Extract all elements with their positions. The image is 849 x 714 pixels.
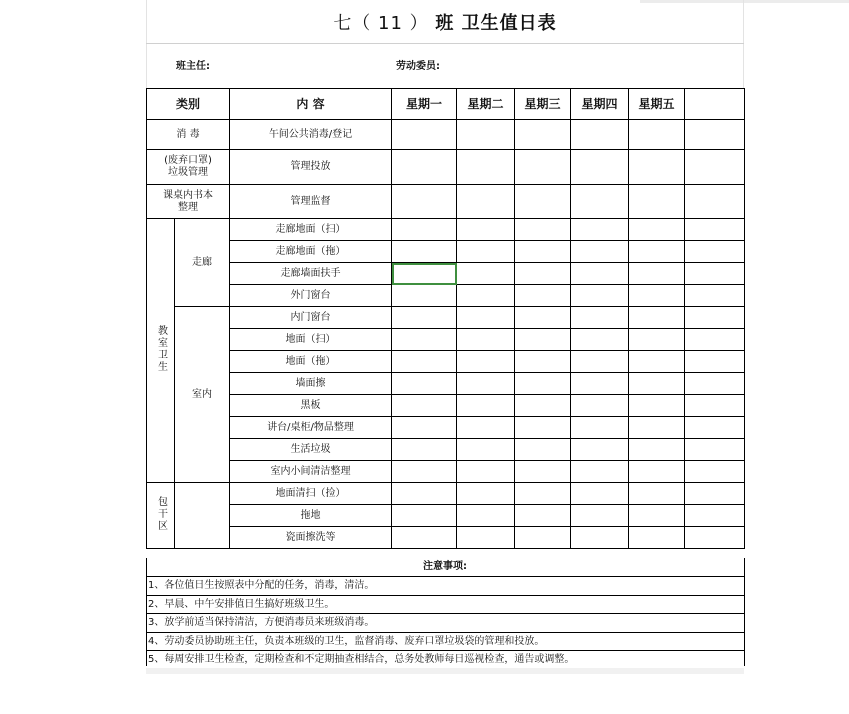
day-cell[interactable] (515, 241, 571, 263)
day-cell[interactable] (685, 150, 745, 185)
day-cell[interactable] (629, 505, 685, 527)
header-row (147, 89, 745, 120)
day-cell[interactable] (392, 219, 457, 241)
note-item[interactable]: 3、放学前适当保持清洁，方便消毒员来班级消毒。 (146, 614, 744, 633)
header-category[interactable]: 类别 (147, 89, 230, 120)
day-cell[interactable] (515, 185, 571, 219)
table-row (147, 329, 745, 351)
day-cell[interactable] (571, 527, 629, 549)
notes-section (146, 558, 744, 670)
day-cell[interactable] (392, 351, 457, 373)
day-cell[interactable] (571, 395, 629, 417)
day-cell[interactable] (629, 241, 685, 263)
content-cell[interactable]: 地面清扫（捡） (230, 483, 392, 505)
day-cell[interactable] (392, 461, 457, 483)
table-row (147, 120, 745, 150)
day-cell[interactable] (571, 461, 629, 483)
day-cell[interactable] (457, 241, 515, 263)
day-cell[interactable] (392, 285, 457, 307)
header-thursday[interactable]: 星期四 (571, 89, 629, 120)
day-cell[interactable] (457, 351, 515, 373)
selected-cell[interactable] (392, 263, 457, 285)
day-cell[interactable] (392, 527, 457, 549)
day-cell[interactable] (571, 185, 629, 219)
content-cell[interactable]: 走廊地面（拖） (230, 241, 392, 263)
page-title (146, 6, 744, 42)
day-cell[interactable] (685, 395, 745, 417)
day-cell[interactable] (571, 285, 629, 307)
day-cell[interactable] (457, 185, 515, 219)
day-cell[interactable] (457, 150, 515, 185)
day-cell[interactable] (571, 351, 629, 373)
content-cell[interactable]: 管理监督 (230, 185, 392, 219)
content-cell[interactable]: 管理投放 (230, 150, 392, 185)
labor-monitor-label: 劳动委员: (396, 61, 440, 72)
title-text: 班 卫生值日表 (435, 13, 557, 34)
table-row (147, 527, 745, 549)
content-cell[interactable]: 内门窗台 (230, 307, 392, 329)
table-row (147, 185, 745, 219)
day-cell[interactable] (457, 263, 515, 285)
day-cell[interactable] (629, 461, 685, 483)
header-empty[interactable] (685, 89, 745, 120)
day-cell[interactable] (515, 439, 571, 461)
content-cell[interactable]: 生活垃圾 (230, 439, 392, 461)
day-cell[interactable] (629, 150, 685, 185)
day-cell[interactable] (457, 417, 515, 439)
table-row (147, 307, 745, 329)
content-cell[interactable]: 拖地 (230, 505, 392, 527)
day-cell[interactable] (515, 417, 571, 439)
day-cell[interactable] (392, 439, 457, 461)
day-cell[interactable] (457, 395, 515, 417)
table-row (147, 285, 745, 307)
day-cell[interactable] (457, 527, 515, 549)
day-cell[interactable] (515, 483, 571, 505)
day-cell[interactable] (685, 120, 745, 150)
day-cell[interactable] (392, 185, 457, 219)
day-cell[interactable] (392, 307, 457, 329)
table-row (147, 351, 745, 373)
day-cell[interactable] (515, 307, 571, 329)
classroom-category-cell[interactable] (147, 219, 175, 483)
notes-title[interactable]: 注意事项: (146, 558, 744, 577)
day-cell[interactable] (571, 263, 629, 285)
header-wednesday[interactable]: 星期三 (515, 89, 571, 120)
table-row (147, 439, 745, 461)
day-cell[interactable] (515, 373, 571, 395)
day-cell[interactable] (571, 373, 629, 395)
day-cell[interactable] (515, 395, 571, 417)
day-cell[interactable] (457, 120, 515, 150)
content-cell[interactable]: 午间公共消毒/登记 (230, 120, 392, 150)
day-cell[interactable] (629, 483, 685, 505)
title-divider (146, 43, 744, 44)
day-cell[interactable] (629, 439, 685, 461)
day-cell[interactable] (457, 307, 515, 329)
content-cell[interactable]: 讲台/桌柜/物品整理 (230, 417, 392, 439)
category-line: 整理 (178, 201, 198, 213)
head-teacher-label: 班主任: (176, 61, 210, 72)
indoor-subcategory-cell[interactable]: 室内 (175, 307, 230, 483)
note-item[interactable]: 4、劳动委员协助班主任，负责本班级的卫生，监督消毒、废弃口罩垃圾袋的管理和投放。 (146, 633, 744, 652)
day-cell[interactable] (629, 120, 685, 150)
content-cell[interactable]: 外门窗台 (230, 285, 392, 307)
day-cell[interactable] (515, 285, 571, 307)
day-cell[interactable] (629, 373, 685, 395)
day-cell[interactable] (571, 307, 629, 329)
table-row (147, 241, 745, 263)
content-cell[interactable]: 走廊地面（扫） (230, 219, 392, 241)
day-cell[interactable] (392, 373, 457, 395)
day-cell[interactable] (457, 219, 515, 241)
day-cell[interactable] (515, 219, 571, 241)
table-row (147, 373, 745, 395)
note-item[interactable]: 1、各位值日生按照表中分配的任务，消毒，清洁。 (146, 577, 744, 596)
day-cell[interactable] (685, 241, 745, 263)
table-row (147, 219, 745, 241)
day-cell[interactable] (392, 417, 457, 439)
day-cell[interactable] (571, 483, 629, 505)
content-cell[interactable]: 地面（拖） (230, 351, 392, 373)
area-category-cell[interactable] (147, 483, 175, 549)
content-cell[interactable]: 黑板 (230, 395, 392, 417)
content-cell[interactable]: 地面（扫） (230, 329, 392, 351)
day-cell[interactable] (392, 150, 457, 185)
day-cell[interactable] (685, 373, 745, 395)
top-gridline (640, 0, 849, 3)
day-cell[interactable] (685, 307, 745, 329)
day-cell[interactable] (392, 483, 457, 505)
day-cell[interactable] (629, 351, 685, 373)
day-cell[interactable] (392, 395, 457, 417)
day-cell[interactable] (685, 285, 745, 307)
day-cell[interactable] (515, 150, 571, 185)
table-row (147, 395, 745, 417)
table-row (147, 483, 745, 505)
note-item[interactable]: 2、早晨、中午安排值日生搞好班级卫生。 (146, 596, 744, 615)
day-cell[interactable] (457, 483, 515, 505)
day-cell[interactable] (629, 285, 685, 307)
day-cell[interactable] (685, 527, 745, 549)
day-cell[interactable] (515, 120, 571, 150)
day-cell[interactable] (571, 120, 629, 150)
day-cell[interactable] (629, 263, 685, 285)
header-monday[interactable]: 星期一 (392, 89, 457, 120)
sheet-bottom-strip (146, 668, 744, 674)
day-cell[interactable] (571, 417, 629, 439)
classroom-label: 教室卫生 (155, 324, 167, 373)
day-cell[interactable] (629, 329, 685, 351)
header-content[interactable]: 内 容 (230, 89, 392, 120)
content-cell[interactable]: 瓷面擦洗等 (230, 527, 392, 549)
table-row (147, 505, 745, 527)
note-item[interactable]: 5、每周安排卫生检查，定期检查和不定期抽查相结合，总务处教师每日巡视检查，通告或调整。 (146, 651, 744, 670)
day-cell[interactable] (629, 219, 685, 241)
day-cell[interactable] (571, 241, 629, 263)
content-cell[interactable]: 室内小间清洁整理 (230, 461, 392, 483)
corridor-subcategory-cell[interactable]: 走廊 (175, 219, 230, 307)
day-cell[interactable] (685, 461, 745, 483)
day-cell[interactable] (457, 285, 515, 307)
category-cell[interactable] (147, 150, 230, 185)
day-cell[interactable] (685, 219, 745, 241)
table-row (147, 417, 745, 439)
day-cell[interactable] (457, 505, 515, 527)
day-cell[interactable] (571, 219, 629, 241)
day-cell[interactable] (685, 505, 745, 527)
day-cell[interactable] (685, 263, 745, 285)
table-row (147, 461, 745, 483)
content-cell[interactable]: 墙面擦 (230, 373, 392, 395)
day-cell[interactable] (571, 439, 629, 461)
day-cell[interactable] (685, 439, 745, 461)
day-cell[interactable] (629, 417, 685, 439)
day-cell[interactable] (515, 527, 571, 549)
day-cell[interactable] (457, 439, 515, 461)
day-cell[interactable] (685, 351, 745, 373)
duty-table (146, 88, 745, 549)
day-cell[interactable] (629, 185, 685, 219)
day-cell[interactable] (685, 329, 745, 351)
content-cell[interactable]: 走廊墙面扶手 (230, 263, 392, 285)
day-cell[interactable] (392, 505, 457, 527)
table-row (147, 263, 745, 285)
day-cell[interactable] (392, 241, 457, 263)
category-cell[interactable] (147, 185, 230, 219)
day-cell[interactable] (685, 483, 745, 505)
day-cell[interactable] (392, 120, 457, 150)
day-cell[interactable] (457, 461, 515, 483)
area-label: 包干区 (155, 495, 167, 532)
header-friday[interactable]: 星期五 (629, 89, 685, 120)
category-cell[interactable]: 消 毒 (147, 120, 230, 150)
day-cell[interactable] (515, 461, 571, 483)
day-cell[interactable] (515, 505, 571, 527)
title-class-number: 七（ 11 ） (333, 13, 429, 34)
day-cell[interactable] (629, 395, 685, 417)
day-cell[interactable] (515, 329, 571, 351)
day-cell[interactable] (685, 185, 745, 219)
category-line: 垃圾管理 (168, 167, 208, 178)
day-cell[interactable] (392, 329, 457, 351)
day-cell[interactable] (629, 527, 685, 549)
header-tuesday[interactable]: 星期二 (457, 89, 515, 120)
category-line: 课桌内书本 (163, 189, 213, 201)
day-cell[interactable] (457, 373, 515, 395)
day-cell[interactable] (571, 329, 629, 351)
day-cell[interactable] (515, 351, 571, 373)
area-subcategory-cell[interactable] (175, 483, 230, 549)
day-cell[interactable] (515, 263, 571, 285)
day-cell[interactable] (685, 417, 745, 439)
table-row (147, 150, 745, 185)
day-cell[interactable] (629, 307, 685, 329)
day-cell[interactable] (457, 329, 515, 351)
day-cell[interactable] (571, 150, 629, 185)
category-line: (废弃口罩) (164, 155, 212, 166)
day-cell[interactable] (571, 505, 629, 527)
